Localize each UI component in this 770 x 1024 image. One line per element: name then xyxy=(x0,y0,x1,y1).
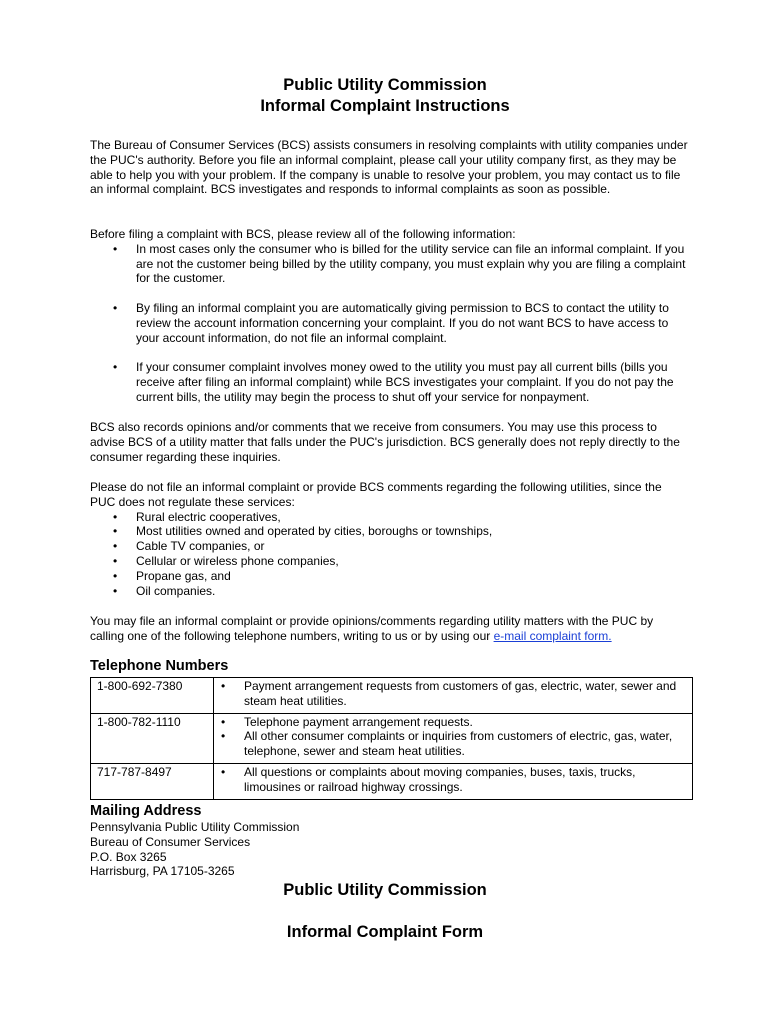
list-item: • Payment arrangement requests from customers of gas, electric, water, sewer and steam heat utilities. xyxy=(220,679,686,709)
list-item: • Cellular or wireless phone companies, xyxy=(90,554,690,569)
list-item: • Rural electric cooperatives, xyxy=(90,510,690,525)
not-regulated-list xyxy=(90,510,690,599)
phone-number: 717-787-8497 xyxy=(91,763,214,799)
contact-paragraph xyxy=(90,614,690,644)
table-row xyxy=(91,713,693,763)
telephone-table xyxy=(90,677,693,800)
address-line: P.O. Box 3265 xyxy=(90,849,167,864)
address-line: Pennsylvania Public Utility Commission xyxy=(90,820,300,834)
mailing-heading: Mailing Address xyxy=(90,803,202,819)
list-item: • Oil companies. xyxy=(90,584,690,599)
address-line: Bureau of Consumer Services xyxy=(90,834,251,849)
not-regulated-lead: Please do not file an informal complaint or provide BCS comments regarding the following utilities, since the PUC does not regulate these services: xyxy=(90,480,662,509)
contact-text: You may file an informal complaint or provide opinions/comments regarding utility matters with the PUC by calling one of the following telephone numbers, writing to us or by using our xyxy=(90,614,654,643)
list-item: • All questions or complaints about moving companies, buses, taxis, trucks, limousines or railroad highway crossings. xyxy=(220,765,686,795)
list-item: • Telephone payment arrangement requests. xyxy=(220,715,686,730)
list-item: • If your consumer complaint involves money owed to the utility you must pay all current bills (bills you receive after filing an informal complaint) while BCS investigates your complaint. If you do not pay the current bills, the utility may begin the process to shut off your service for nonpayment. xyxy=(90,360,690,404)
list-item: • Cable TV companies, or xyxy=(90,539,690,554)
table-row xyxy=(91,763,693,799)
form-title: Public Utility Commission xyxy=(283,881,487,899)
phone-number: 1-800-692-7380 xyxy=(91,678,214,714)
telephone-heading-block xyxy=(90,658,690,675)
page-subtitle: Informal Complaint Instructions xyxy=(260,97,510,115)
intro-paragraph: The Bureau of Consumer Services (BCS) assists consumers in resolving complaints with utility companies under the PUC's authority. Before you file an informal complaint, please call your utility company first, as they may be able to help you with your problem. If the company is unable to resolve your problem, you may contact us to file an informal complaint. BCS investigates and responds to informal complaints as soon as possible. xyxy=(90,138,688,197)
mailing-section xyxy=(90,803,690,879)
address-line: Harrisburg, PA 17105-3265 xyxy=(90,864,235,879)
list-item: • By filing an informal complaint you are automatically giving permission to BCS to contact the utility to review the account information concerning your complaint. If you do not want BCS to have access to your account information, do not file an informal complaint. xyxy=(90,301,690,345)
list-item: • Most utilities owned and operated by cities, boroughs or townships, xyxy=(90,524,690,539)
list-item: • Propane gas, and xyxy=(90,569,690,584)
opinions-paragraph: BCS also records opinions and/or comments that we receive from consumers. You may use this process to advise BCS of a utility matter that falls under the PUC's jurisdiction. BCS generally does not reply directly to the consumer regarding these inquiries. xyxy=(90,420,680,464)
form-subtitle: Informal Complaint Form xyxy=(286,923,484,941)
table-row xyxy=(91,678,693,714)
not-regulated-section xyxy=(90,480,690,598)
telephone-heading: Telephone Numbers xyxy=(90,658,229,674)
review-lead: Before filing a complaint with BCS, please review all of the following information: xyxy=(90,227,516,241)
page-title: Public Utility Commission xyxy=(283,76,487,94)
list-item: • All other consumer complaints or inquiries from customers of electric, gas, water, telephone, sewer and steam heat utilities. xyxy=(220,729,686,759)
review-list xyxy=(90,242,690,405)
phone-number: 1-800-782-1110 xyxy=(91,713,214,763)
email-complaint-form-link[interactable]: e-mail complaint form. xyxy=(493,628,612,643)
list-item: • In most cases only the consumer who is billed for the utility service can file an informal complaint. If you are not the customer being billed by the utility company, you must explain why you are filing a complaint for the customer. xyxy=(90,242,690,286)
review-section xyxy=(90,227,690,405)
